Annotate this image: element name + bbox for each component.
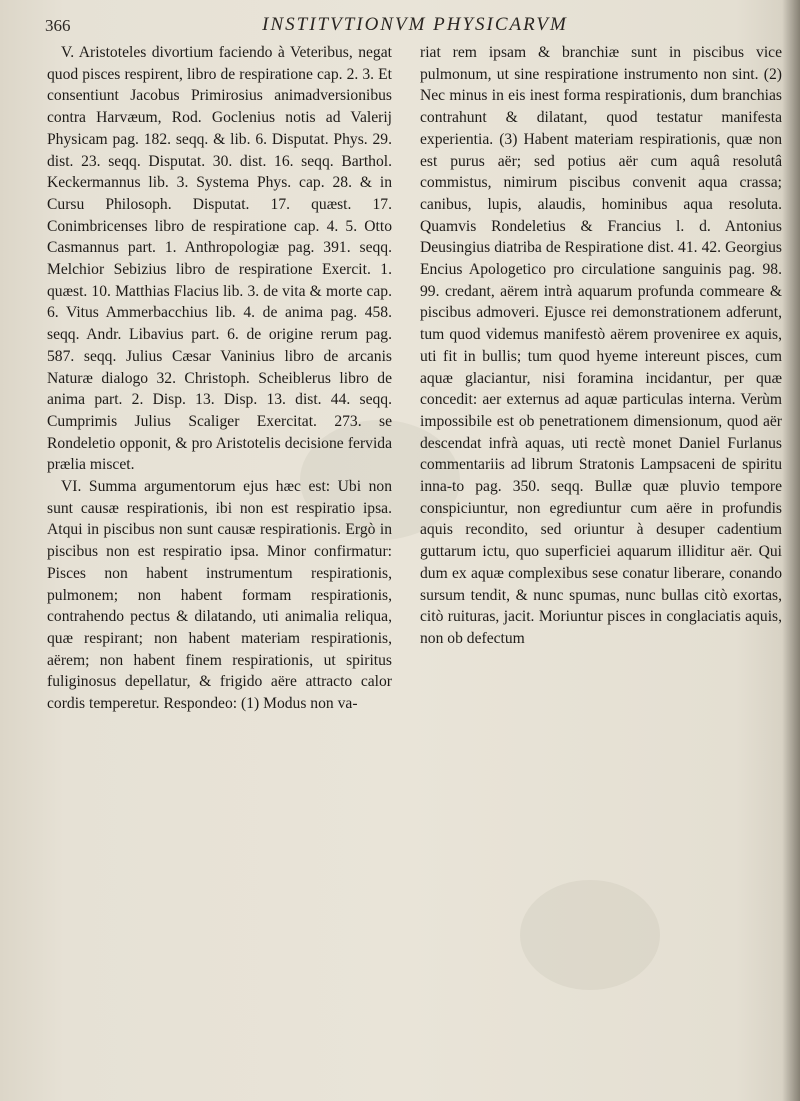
paragraph-v: V. Aristoteles divortium faciendo à Veteribus, negat quod pisces respirent, libro de respiratione cap. 2. 3. Et consentiunt Jacobus Primirosius animadversionibus contra Harvæum, Rod. Goclenius notis ad Valerij Physicam pag. 182. seqq. & lib. 6. Disputat. Phys. 29. dist. 23. seqq. Disputat. 30. dist. 16. seqq. Barthol. Keckermannus lib. 3. Systema Phys. cap. 28. & in Cursu Philosoph. Disputat. 17. quæst. 17. Conimbricenses libro de respiratione cap. 4. 5. Otto Casmannus part. 1. Anthropologiæ pag. 391. seqq. Melchior Sebizius libro de respiratione Exercit. 1. quæst. 10. Matthias Flacius lib. 3. de vita & morte cap. 6. Vitus Ammerbacchius lib. 4. de anima pag. 458. seqq. Andr. Libavius part. 6. de origine rerum pag. 587. seqq. Julius Cæsar Vaninius libro de arcanis Naturæ dialogo 32. Christoph. Scheiblerus libro de anima part. 2. Disp. 13. Disp. 13. dist. 44. seqq. Cumprimis Julius Scaliger Exercitat. 273. se Rondeletio opponit, & pro Aristotelis decisione fervida prælia miscet. <box>47 44 392 474</box>
paragraph-vi: VI. Summa argumentorum ejus hæc est: Ubi non sunt causæ respirationis, ibi non est respiratio ipsa. Atqui in piscibus non sunt causæ respirationis. Ergò in piscibus non est respiratio ipsa. Minor confirmatur: Pisces non habent instrumentum respirationis, pulmonem; non habent formam respirationis, contrahendo pectus & dilatando, uti animalia reliqua, quæ respirant; non habent materiam respirationis, aërem; non habent finem respirationis, ut spiritus fuliginosus depellatur, & frigido aëre attracto calor cordis temperetur. Respondeo: (1) Modus non va- <box>47 478 392 713</box>
page-edge-shadow <box>782 0 800 1101</box>
right-column <box>420 42 782 1042</box>
paragraph-continuation: riat rem ipsam & branchiæ sunt in piscibus vice pulmonum, ut sine respiratione instrumento non sint. (2) Nec minus in eis inest forma respirationis, dum branchias contrahunt & dilatant, quod testatur manifesta experientia. (3) Habent materiam respirationis, quæ non est purus aër; sed potius aër cum aquâ resolutâ commistus, nimirum piscibus convenit aqua crassa; canibus, lupis, alaudis, hominibus aqua resoluta. Quamvis Rondeletius & Francius l. d. Antonius Deusingius diatriba de Respiratione dist. 41. 42. Georgius Encius Apologetico pro circulatione sanguinis pag. 98. 99. credant, aërem intrà aquarum profunda commeare & piscibus admoveri. Ejusce rei demonstrationem adferunt, tum quod videmus manifestò aërem proveniree ex aquis, uti fit in bullis; tum quod hyeme intereunt pisces, cum aquæ glaciantur, nisi foramina incidantur, per quæ concedit: aer externus ad aquæ particulas interna. Verùm impossibile est ob penetrationem dimensionum, quod aër descendat infrà aquas, uti rectè monet Daniel Furlanus commentariis ad librum Stratonis Lampsaceni de spiritu inna-to pag. 350. seqq. Bullæ quæ pluvio tempore conspiciuntur, non egrediuntur cum aëre in profundis aquis recondito, sed oriuntur à desuper cadentium guttarum ictu, quo superficiei aquarum illiditur aër. Qui dum ex aquæ complexibus sese conatur liberare, conando sursum tendit, & nunc spumas, nunc bullas citò exortas, citò ruituras, jacit. Moriuntur pisces in conglaciatis aquis, non ob defectum <box>420 44 782 647</box>
running-title: INSTITVTIONVM PHYSICARVM <box>262 14 568 35</box>
page-number: 366 <box>45 16 71 35</box>
page-header <box>45 12 785 40</box>
left-column <box>47 42 392 1042</box>
